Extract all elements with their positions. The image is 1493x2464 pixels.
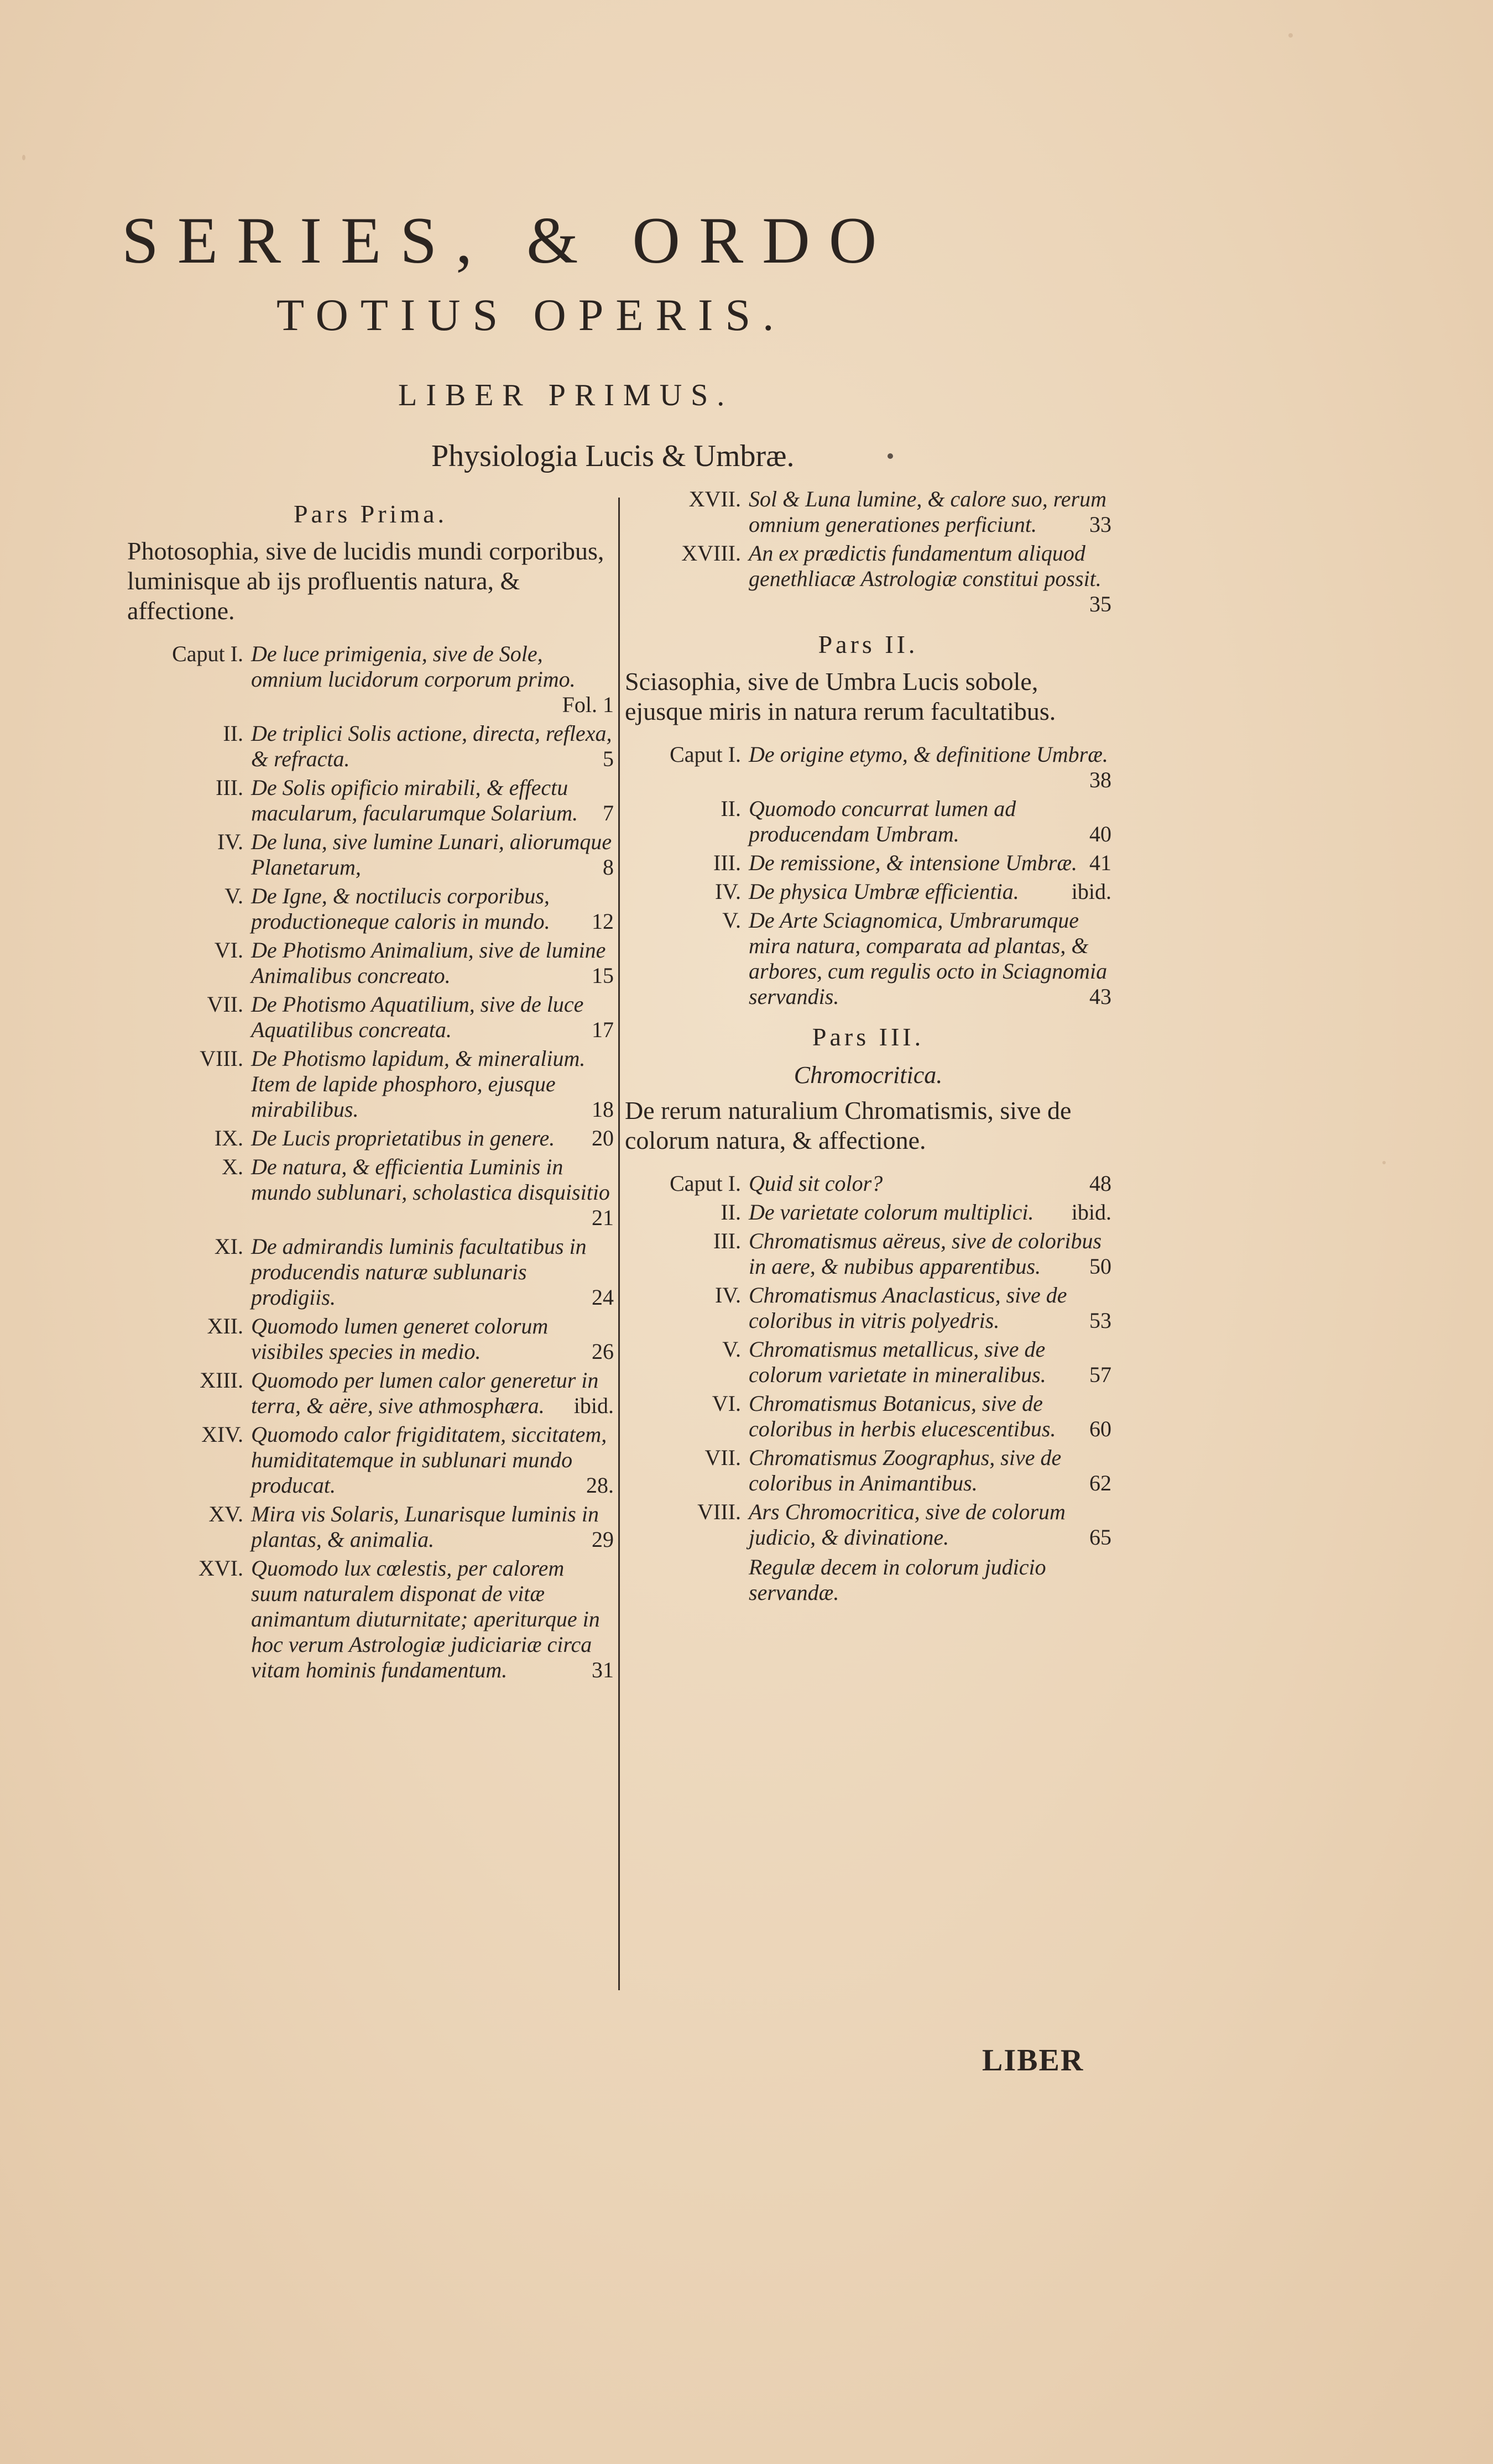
chapter-number: IV. — [714, 1283, 741, 1307]
chapter-number: VI. — [214, 938, 243, 962]
column-divider — [618, 498, 620, 1990]
page-reference: 60 — [1089, 1416, 1111, 1441]
chapter-number: XIV. — [201, 1422, 243, 1447]
chapter-number: VI. — [712, 1391, 741, 1416]
chapter-title: De triplici Solis actione, directa, reflexa, & refracta. 5 — [251, 721, 614, 771]
pars-prima-heading: Pars Prima. — [293, 500, 448, 528]
chapter-number: Caput I. — [670, 1171, 741, 1196]
chapter-number: Caput I. — [670, 742, 741, 767]
toc-entry — [625, 1283, 1111, 1333]
chapter-title: De natura, & efficientia Luminis in mundo sublunari, scholastica disquisitio 21 — [251, 1154, 614, 1230]
toc-entry — [625, 541, 1111, 617]
toc-entry — [127, 992, 614, 1043]
left-column — [127, 486, 614, 1686]
chapter-title: De remissione, & intensione Umbræ. 41 — [749, 850, 1111, 875]
toc-entry — [127, 829, 614, 880]
page-reference: 7 — [603, 801, 614, 825]
chapter-number: III. — [713, 1228, 741, 1253]
toc-entry — [625, 1499, 1111, 1550]
chapter-title: De admirandis luminis facultatibus in producendis naturæ sublunaris prodigiis. 24 — [251, 1234, 614, 1310]
toc-entry — [127, 641, 614, 718]
toc-entry — [625, 1445, 1111, 1496]
chapter-title: De physica Umbræ efficientia. ibid. — [749, 879, 1111, 904]
pars-secunda-heading: Pars II. — [818, 630, 918, 658]
page-reference: 48 — [1089, 1171, 1111, 1196]
chapter-number: VIII. — [200, 1046, 243, 1071]
page-reference: 65 — [1089, 1525, 1111, 1550]
toc-entry — [127, 1502, 614, 1552]
chapter-title: Quomodo concurrat lumen ad producendam Umbram. 40 — [749, 796, 1111, 846]
toc-entry — [625, 879, 1111, 904]
page-reference: 29 — [592, 1527, 614, 1552]
right-column — [625, 486, 1111, 1605]
foxing-spot — [1288, 33, 1293, 38]
chapter-number: Caput I. — [172, 641, 243, 666]
toc-entry — [127, 1126, 614, 1151]
toc-entry — [127, 1556, 614, 1683]
page-reference: 24 — [592, 1285, 614, 1310]
chapter-number: XI. — [214, 1234, 243, 1259]
chapter-title: Sol & Luna lumine, & calore suo, rerum omnium generationes perficiunt. 33 — [749, 486, 1111, 537]
page-reference: Fol. 1 — [562, 692, 614, 717]
chapter-title: Mira vis Solaris, Lunarisque luminis in plantas, & animalia. 29 — [251, 1502, 614, 1552]
page-reference: 31 — [592, 1657, 614, 1682]
toc-entry — [127, 1046, 614, 1122]
page-reference: 41 — [1089, 850, 1111, 875]
page-reference: 12 — [592, 909, 614, 934]
page-reference: ibid. — [573, 1393, 614, 1418]
foxing-spot — [888, 453, 893, 459]
catchword: LIBER — [982, 2043, 1084, 2078]
toc-entry — [625, 1200, 1111, 1225]
pars-tertia-entry-list — [625, 1171, 1111, 1550]
page-reference: 15 — [592, 963, 614, 988]
chapter-number: II. — [721, 796, 741, 821]
foxing-spot — [22, 155, 25, 160]
chapter-number: VII. — [704, 1445, 741, 1470]
chapter-number: IV. — [217, 829, 243, 854]
chapter-number: XVII. — [688, 486, 741, 511]
chapter-number: II. — [223, 721, 243, 746]
chapter-number: IX. — [214, 1126, 243, 1150]
chapter-title: De Arte Sciagnomica, Umbrarumque mira natura, comparata ad plantas, & arbores, cum regulis octo in Sciagnomia servandis. 43 — [749, 908, 1111, 1009]
page-reference: 57 — [1089, 1362, 1111, 1387]
page-reference: 33 — [1089, 512, 1111, 537]
chapter-number: X. — [222, 1154, 243, 1179]
main-title-line1: SERIES, & ORDO — [122, 203, 896, 277]
chapter-number: VIII. — [697, 1499, 741, 1524]
chapter-number: XV. — [208, 1502, 243, 1526]
toc-entry — [127, 775, 614, 826]
chapter-title: De Photismo Aquatilium, sive de luce Aquatilibus concreata. 17 — [251, 992, 614, 1042]
page-reference: 21 — [592, 1205, 614, 1230]
page-reference: 17 — [592, 1017, 614, 1042]
page-reference: 38 — [1089, 767, 1111, 792]
chapter-title: Chromatismus Botanicus, sive de coloribus in herbis elucescentibus. 60 — [749, 1391, 1111, 1441]
chapter-title: De varietate colorum multiplici. ibid. — [749, 1200, 1111, 1225]
page-reference: 26 — [592, 1339, 614, 1364]
toc-entry — [625, 1391, 1111, 1442]
toc-entry — [127, 1154, 614, 1231]
chapter-title: Quomodo per lumen calor generetur in terra, & aëre, sive athmosphæra. ibid. — [251, 1368, 614, 1418]
chapter-title: De Igne, & noctilucis corporibus, productioneque caloris in mundo. 12 — [251, 883, 614, 934]
chapter-title: Ars Chromocritica, sive de colorum judicio, & divinatione. 65 — [749, 1499, 1111, 1550]
page-reference: 35 — [1089, 592, 1111, 616]
page-reference: 28. — [586, 1473, 614, 1498]
page-reference: ibid. — [1071, 1200, 1111, 1225]
chapter-number: III. — [216, 775, 243, 800]
book-heading: LIBER PRIMUS. — [398, 378, 734, 412]
chapter-title: Quomodo lux cœlestis, per calorem suum naturalem disponat de vitæ animantum diuturnitate; aperiturque in hoc verum Astrologiæ judiciariæ circa vitam hominis fundamentum. 31 — [251, 1556, 614, 1682]
pars-secunda-entry-list — [625, 742, 1111, 1009]
toc-entry — [625, 1337, 1111, 1388]
toc-entry — [625, 908, 1111, 1009]
toc-entry — [127, 883, 614, 934]
pars-secunda-description: Sciasophia, sive de Umbra Lucis sobole, ejusque miris in natura rerum facultatibus. — [625, 667, 1056, 725]
page-reference: 18 — [592, 1097, 614, 1122]
toc-entry — [625, 796, 1111, 847]
toc-entry — [127, 1314, 614, 1364]
chapter-title: Chromatismus Anaclasticus, sive de coloribus in vitris polyedris. 53 — [749, 1283, 1111, 1333]
chapter-title: De Photismo Animalium, sive de lumine Animalibus concreato. 15 — [251, 938, 614, 988]
toc-entry — [625, 1228, 1111, 1279]
chapter-title: De Solis opificio mirabili, & effectu macularum, facularumque Solarium. 7 — [251, 775, 614, 825]
book-subtitle: Physiologia Lucis & Umbræ. — [431, 439, 795, 473]
pars-tertia-subtitle: Chromocritica. — [794, 1061, 943, 1089]
chapter-title: Quomodo calor frigiditatem, siccitatem, humiditatemque in sublunari mundo producat. 28. — [251, 1422, 614, 1498]
chapter-number: XII. — [207, 1314, 243, 1338]
page-reference: 8 — [603, 855, 614, 880]
chapter-title: De Lucis proprietatibus in genere. 20 — [251, 1126, 614, 1150]
page-reference: 50 — [1089, 1254, 1111, 1279]
chapter-number: IV. — [714, 879, 741, 904]
chapter-title: De luna, sive lumine Lunari, aliorumque Planetarum, 8 — [251, 829, 614, 880]
toc-entry — [127, 938, 614, 988]
main-title-line2: TOTIUS OPERIS. — [276, 290, 786, 340]
pars-prima-description: Photosophia, sive de lucidis mundi corporibus, luminisque ab ijs profluentis natura, & affectione. — [127, 537, 604, 625]
chapter-title: Quomodo lumen generet colorum visibiles species in medio. 26 — [251, 1314, 614, 1364]
chapter-title: Quid sit color? 48 — [749, 1171, 1111, 1196]
page-reference: 40 — [1089, 822, 1111, 846]
chapter-number: V. — [225, 883, 243, 908]
page-reference: 62 — [1089, 1471, 1111, 1495]
toc-entry — [127, 1234, 614, 1310]
chapter-title: De luce primigenia, sive de Sole, omnium lucidorum corporum primo. Fol. 1 — [251, 641, 614, 717]
chapter-title: Chromatismus Zoographus, sive de coloribus in Animantibus. 62 — [749, 1445, 1111, 1495]
toc-entry — [625, 1171, 1111, 1196]
chapter-number: XVIII. — [681, 541, 741, 566]
page-reference: ibid. — [1071, 879, 1111, 904]
pars-tertia-description: De rerum naturalium Chromatismis, sive de colorum natura, & affectione. — [625, 1096, 1072, 1154]
toc-entry — [127, 1368, 614, 1419]
left-entry-list — [127, 641, 614, 1683]
regulae-note: Regulæ decem in colorum judicio servandæ. — [749, 1555, 1046, 1605]
chapter-title: Chromatismus aëreus, sive de coloribus in aere, & nubibus apparentibus. 50 — [749, 1228, 1111, 1279]
toc-entry — [127, 721, 614, 772]
right-top-entry-list — [625, 486, 1111, 617]
chapter-number: V. — [722, 908, 741, 933]
pars-tertia-heading: Pars III. — [812, 1023, 925, 1051]
page-reference: 43 — [1089, 984, 1111, 1009]
toc-entry — [625, 850, 1111, 876]
chapter-number: V. — [722, 1337, 741, 1362]
toc-entry — [127, 1422, 614, 1498]
chapter-title: De origine etymo, & definitione Umbræ. 38 — [749, 742, 1111, 792]
toc-entry — [625, 742, 1111, 793]
chapter-number: III. — [713, 850, 741, 875]
chapter-number: XIII. — [200, 1368, 243, 1393]
chapter-number: II. — [721, 1200, 741, 1225]
page-reference: 20 — [592, 1126, 614, 1150]
chapter-title: De Photismo lapidum, & mineralium. Item de lapide phosphoro, ejusque mirabilibus. 18 — [251, 1046, 614, 1122]
chapter-number: VII. — [207, 992, 243, 1017]
chapter-title: Chromatismus metallicus, sive de colorum varietate in mineralibus. 57 — [749, 1337, 1111, 1387]
toc-entry — [625, 486, 1111, 537]
chapter-title: An ex prædictis fundamentum aliquod genethliacæ Astrologiæ constitui possit. 35 — [749, 541, 1111, 616]
page-reference: 53 — [1089, 1308, 1111, 1333]
chapter-number: XVI. — [198, 1556, 243, 1581]
foxing-spot — [1382, 1161, 1386, 1164]
page-reference: 5 — [603, 746, 614, 771]
